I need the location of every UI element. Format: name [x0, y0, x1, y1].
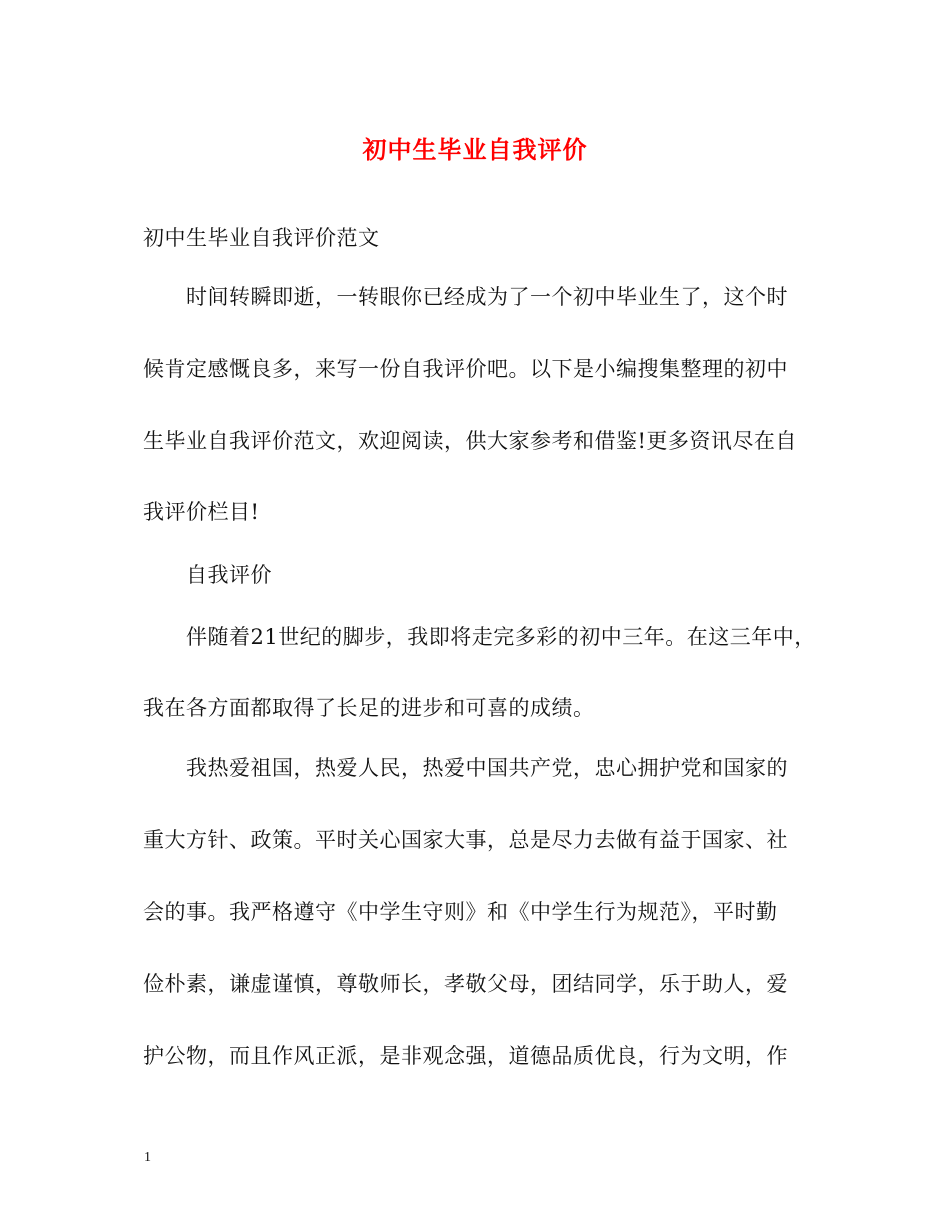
paragraph-line: 我在各方面都取得了长足的进步和可喜的成绩。	[143, 696, 595, 720]
subtitle-line: 初中生毕业自我评价范文	[143, 226, 380, 250]
paragraph-line: 时间转瞬即逝，一转眼你已经成为了一个初中毕业生了，这个时	[186, 285, 788, 309]
paragraph-line: 俭朴素，谦虚谨慎，尊敬师长，孝敬父母，团结同学，乐于助人，爱	[143, 972, 788, 996]
document-title: 初中生毕业自我评价	[362, 135, 588, 164]
page-number: 1	[144, 1150, 151, 1165]
paragraph-line: 我评价栏目!	[143, 500, 260, 524]
paragraph-line: 会的事。我严格遵守《中学生守则》和《中学生行为规范》，平时勤	[143, 900, 778, 924]
paragraph-line: 我热爱祖国，热爱人民，热爱中国共产党，忠心拥护党和国家的	[186, 756, 788, 780]
paragraph-line: 重大方针、政策。平时关心国家大事，总是尽力去做有益于国家、社	[143, 828, 788, 852]
paragraph-line: 护公物，而且作风正派，是非观念强，道德品质优良，行为文明，作	[143, 1044, 788, 1068]
paragraph-line: 生毕业自我评价范文，欢迎阅读，供大家参考和借鉴!更多资讯尽在自	[143, 429, 797, 453]
section-heading: 自我评价	[186, 563, 272, 587]
paragraph-line: 候肯定感慨良多，来写一份自我评价吧。以下是小编搜集整理的初中	[143, 357, 788, 381]
paragraph-line: 伴随着21世纪的脚步，我即将走完多彩的初中三年。在这三年中，	[186, 625, 816, 649]
